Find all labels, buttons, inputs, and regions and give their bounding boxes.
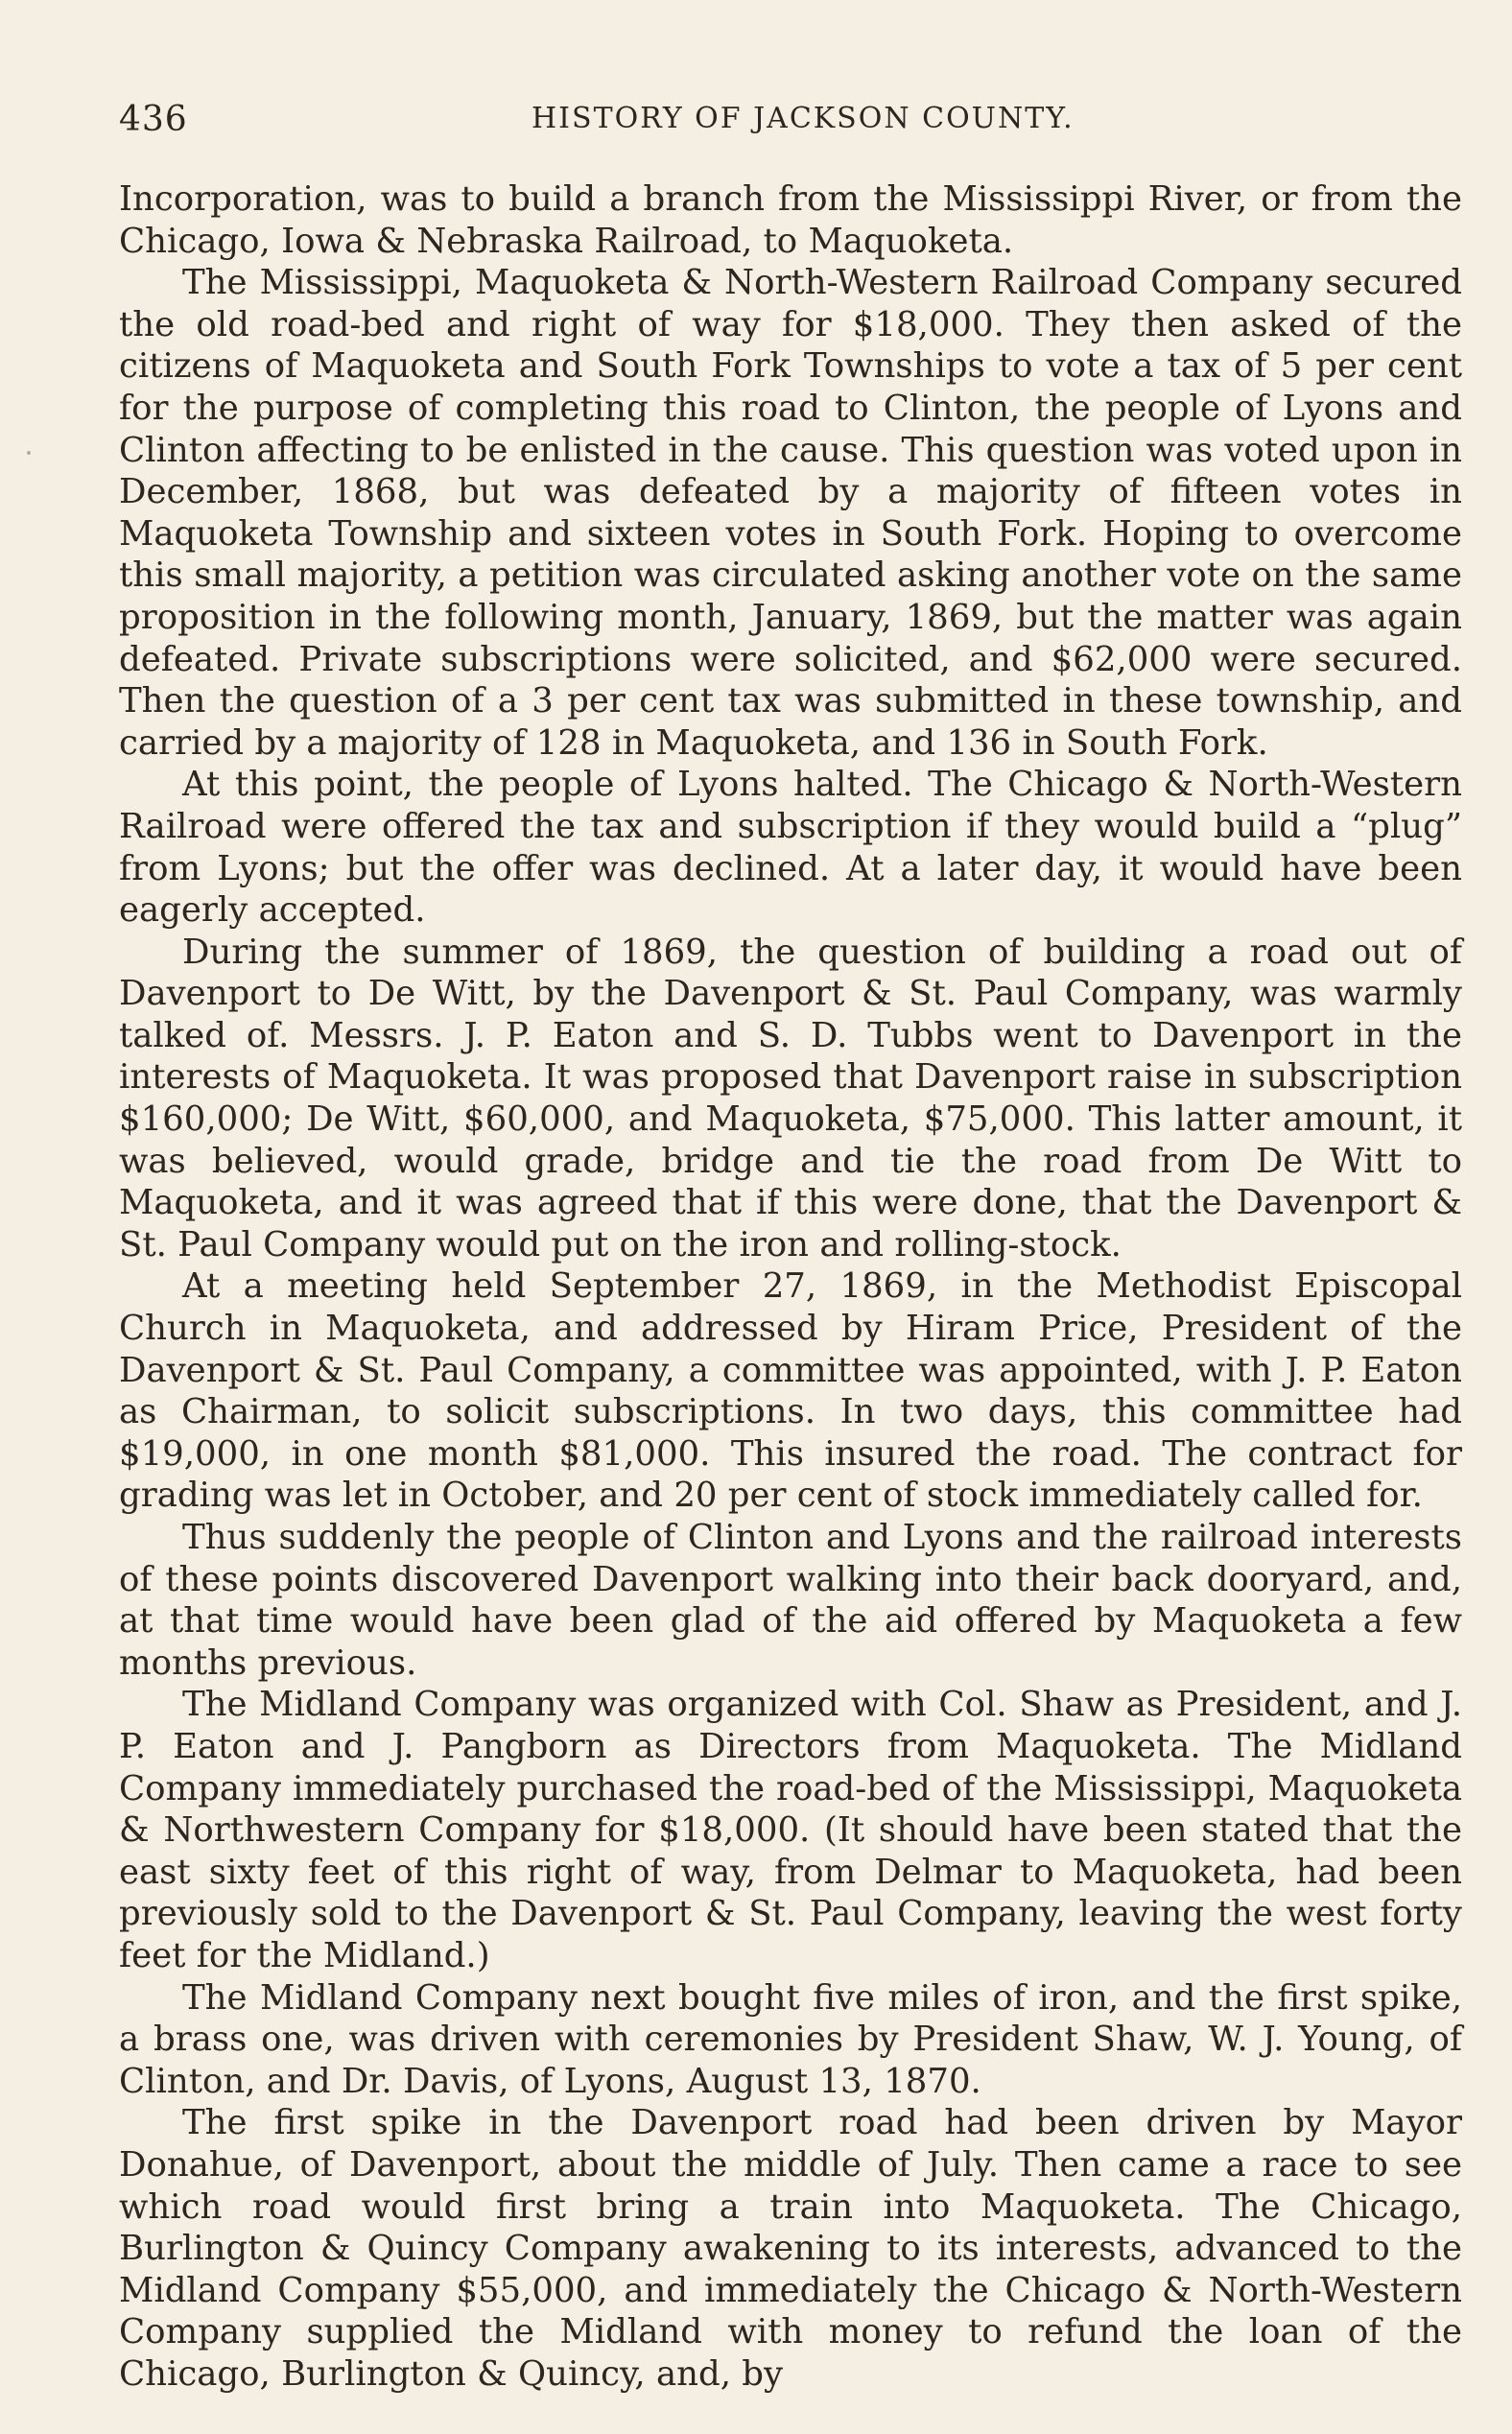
paragraph: At this point, the people of Lyons halted. The Chicago & North-Western Railroad were offered the tax and subscription if they would build a “plug” from Lyons; but the offer was declined. At a later day, it would have been eagerly accepted. — [119, 765, 1462, 931]
body-text — [119, 178, 1462, 2395]
paragraph: Thus suddenly the people of Clinton and Lyons and the railroad interests of these points discovered Davenport walking into their back dooryard, and, at that time would have been glad of the aid offered by Maquoketa a few months previous. — [119, 1518, 1462, 1683]
paragraph: The Midland Company next bought five miles of iron, and the first spike, a brass one, was driven with ceremonies by President Shaw, W. J. Young, of Clinton, and Dr. Davis, of Lyons, August 13, 1870. — [119, 1977, 1462, 2101]
paragraph-continued: Incorporation, was to build a branch from the Mississippi River, or from the Chicago, Iowa & Nebraska Railroad, to Maquoketa. — [119, 179, 1462, 261]
page-header — [119, 100, 1462, 138]
margin-speck — [27, 451, 31, 455]
paragraph: The first spike in the Davenport road had been driven by Mayor Donahue, of Davenport, about the middle of July. Then came a race to see which road would first bring a train into Maquoketa. The Chicago, Burlington & Quincy Company awakening to its interests, advanced to the Midland Company $55,000, and immediately the Chicago & North-Western Company supplied the Midland with money to refund the loan of the Chicago, Burlington & Quincy, and, by — [119, 2103, 1462, 2394]
page-number: 436 — [119, 100, 188, 139]
paragraph: The Mississippi, Maquoketa & North-Western Railroad Company secured the old road-bed and right of way for $18,000. They then asked of the citizens of Maquoketa and South Fork Townships to vote a tax of 5 per cent for the purpose of completing this road to Clinton, the people of Lyons and Clinton affecting to be enlisted in the cause. This question was voted upon in December, 1868, but was defeated by a majority of fifteen votes in Maquoketa Township and sixteen votes in South Fork. Hoping to overcome this small majority, a petition was circulated asking another vote on the same proposition in the following month, January, 1869, but the matter was again defeated. Private subscriptions were solicited, and $62,000 were secured. Then the question of a 3 per cent tax was submitted in these township, and carried by a majority of 128 in Maquoketa, and 136 in South Fork. — [119, 263, 1462, 763]
paragraph: During the summer of 1869, the question of building a road out of Davenport to De Witt, by the Davenport & St. Paul Company, was warmly talked of. Messrs. J. P. Eaton and S. D. Tubbs went to Davenport in the interests of Maquoketa. It was proposed that Davenport raise in subscription $160,000; De Witt, $60,000, and Maquoketa, $75,000. This latter amount, it was believed, would grade, bridge and tie the road from De Witt to Maquoketa, and it was agreed that if this were done, that the Davenport & St. Paul Company would put on the iron and rolling-stock. — [119, 932, 1462, 1264]
paragraph: The Midland Company was organized with Col. Shaw as President, and J. P. Eaton and J. Pangborn as Directors from Maquoketa. The Midland Company immediately purchased the road-bed of the Mississippi, Maquoketa & Northwestern Company for $18,000. (It should have been stated that the east sixty feet of this right of way, from Delmar to Maquoketa, had been previously sold to the Davenport & St. Paul Company, leaving the west forty feet for the Midland.) — [119, 1685, 1462, 1975]
running-title: HISTORY OF JACKSON COUNTY. — [532, 102, 1075, 135]
paragraph: At a meeting held September 27, 1869, in the Methodist Episcopal Church in Maquoketa, and addressed by Hiram Price, President of the Davenport & St. Paul Company, a committee was appointed, with J. P. Eaton as Chairman, to solicit subscriptions. In two days, this committee had $19,000, in one month $81,000. This insured the road. The contract for grading was let in October, and 20 per cent of stock immediately called for. — [119, 1266, 1462, 1516]
